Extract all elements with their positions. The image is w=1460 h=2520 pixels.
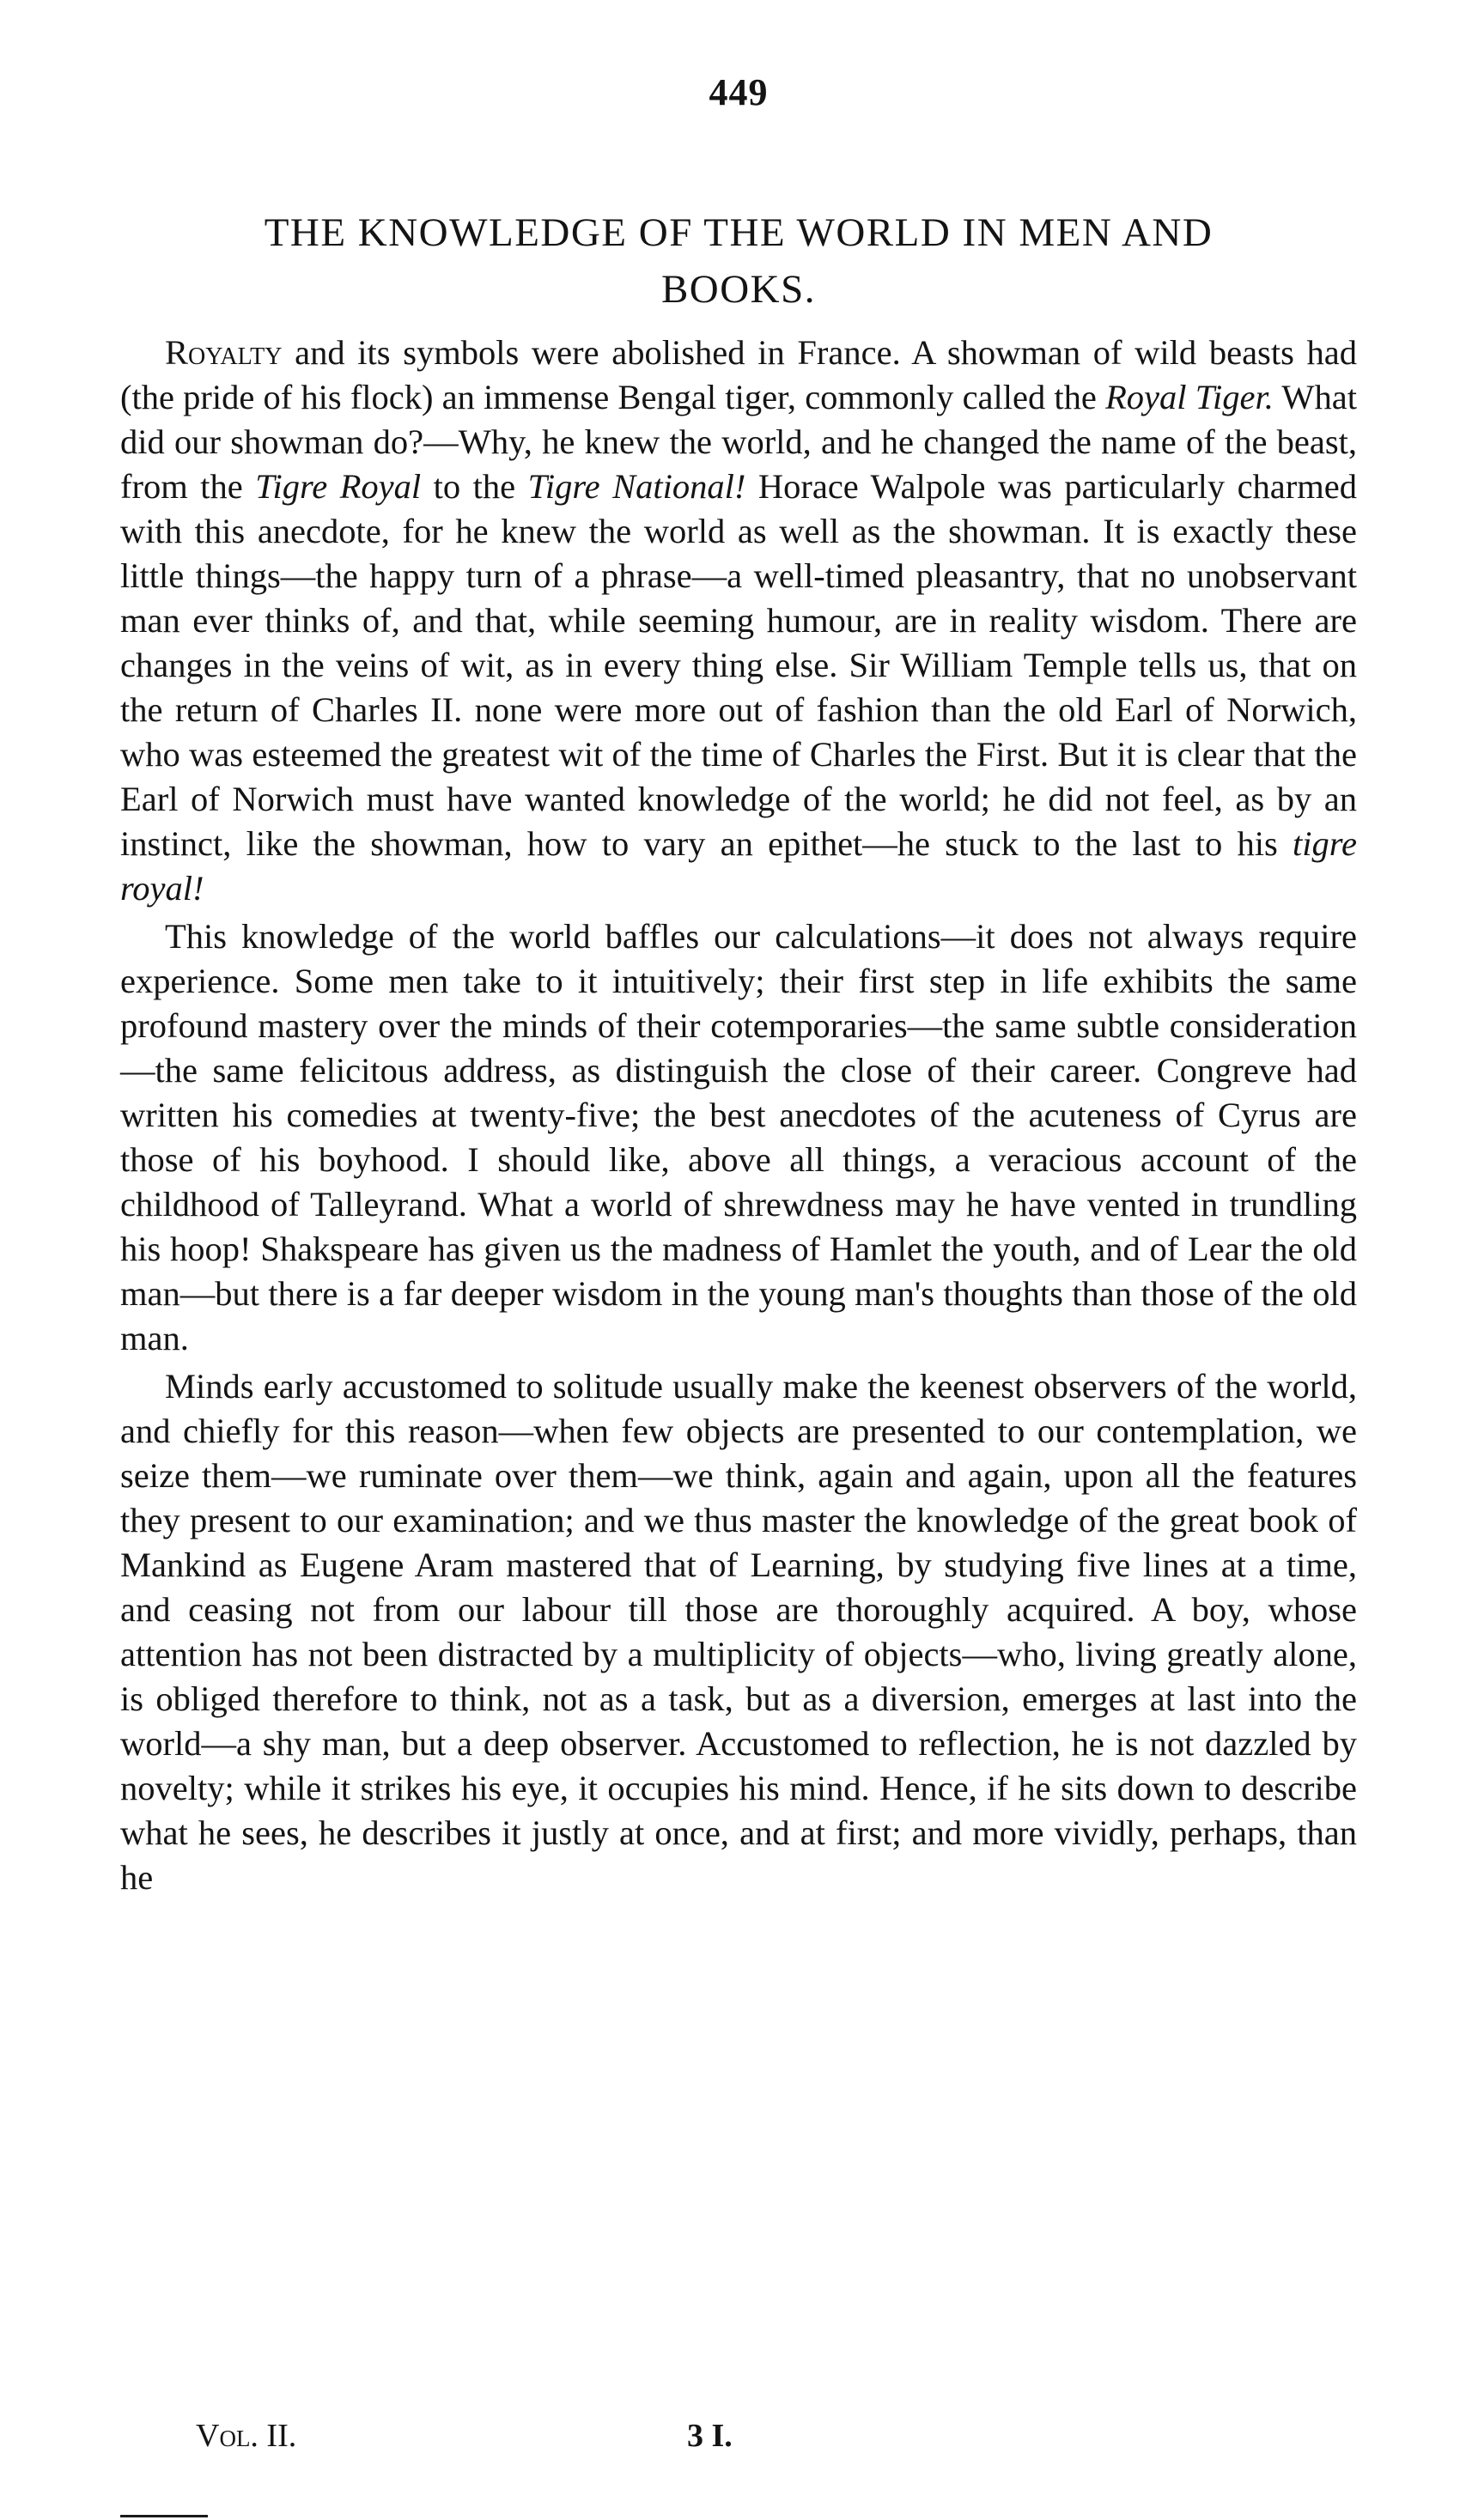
volume-label: Vol. II.	[196, 2418, 297, 2454]
body-text	[120, 331, 1357, 1900]
chapter-title-line-2: BOOKS.	[660, 267, 817, 312]
italic-tigre-national: Tigre National!	[527, 467, 746, 506]
paragraph-3: Minds early accustomed to solitude usually make the keenest observers of the world, and chiefly for this reason—when few objects are presented to our contemplation, we seize them—we ruminate over them—we think, again and again, upon all the features they present to our examination; and we thus master the knowledge of the great book of Mankind as Eugene Aram mastered that of Learning, by studying five lines at a time, and ceasing not from our labour till those are thoroughly acquired. A boy, whose attention has not been distracted by a multiplicity of objects—who, living greatly alone, is obliged therefore to think, not as a task, but as a diversion, emerges at last into the world—a shy man, but a deep observer. Accustomed to reflection, he is not dazzled by novelty; while it strikes his eye, it occupies his mind. Hence, if he sits down to describe what he sees, he describes it justly at once, and at first; and more vividly, perhaps, than he	[120, 1367, 1357, 1897]
paragraph-1-text-1: and its symbols were abolished in France. A showman of wild beasts had (the pride of his flock) an immense Bengal tiger, commonly called the	[120, 333, 1357, 416]
lead-word: Royalty	[165, 333, 283, 372]
paragraph-1-text-2: What did our showman do?—Why, he knew the world, and he changed the name of the beast, from the	[120, 378, 1357, 506]
page-number: 449	[709, 71, 769, 113]
italic-tigre-royal-end: tigre royal!	[120, 824, 1357, 908]
signature-mark: 3 I.	[687, 2418, 733, 2454]
book-page	[120, 0, 1357, 2520]
italic-tigre-royal: Tigre Royal	[255, 467, 422, 506]
chapter-title	[120, 204, 1357, 318]
paragraph-2: This knowledge of the world baffles our calculations—it does not always require experience. Some men take to it intuitively; their first step in life exhibits the same profound mastery over the minds of their cotemporaries—the same subtle consideration—the same felicitous address, as distinguish the close of their career. Congreve had written his comedies at twenty-five; the best anecdotes of the acuteness of Cyrus are those of his boyhood. I should like, above all things, a veracious account of the childhood of Talleyrand. What a world of shrewdness may he have vented in trundling his hoop! Shakspeare has given us the madness of Hamlet the youth, and of Lear the old man—but there is a far deeper wisdom in the young man's thoughts than those of the old man.	[120, 917, 1357, 1357]
paragraph-1-text-3: to the	[421, 467, 528, 506]
italic-royal-tiger: Royal Tiger.	[1105, 378, 1274, 416]
paragraph-1-text-4: Horace Walpole was particularly charmed with this anecdote, for he knew the world as well as the showman. It is exactly these little things—the happy turn of a phrase—a well-timed pleasantry, that no unobservant man ever thinks of, and that, while seeming humour, are in reality wisdom. There are changes in the veins of wit, as in every thing else. Sir William Temple tells us, that on the return of Charles II. none were more out of fashion than the old Earl of Norwich, who was esteemed the greatest wit of the time of Charles the First. But it is clear that the Earl of Norwich must have wanted knowledge of the world; he did not feel, as by an instinct, like the showman, how to vary an epithet—he stuck to the last to his	[120, 467, 1357, 863]
paragraph-1	[120, 331, 1357, 911]
bottom-rule	[120, 2515, 208, 2517]
chapter-title-line-1: THE KNOWLEDGE OF THE WORLD IN MEN AND	[264, 210, 1214, 255]
